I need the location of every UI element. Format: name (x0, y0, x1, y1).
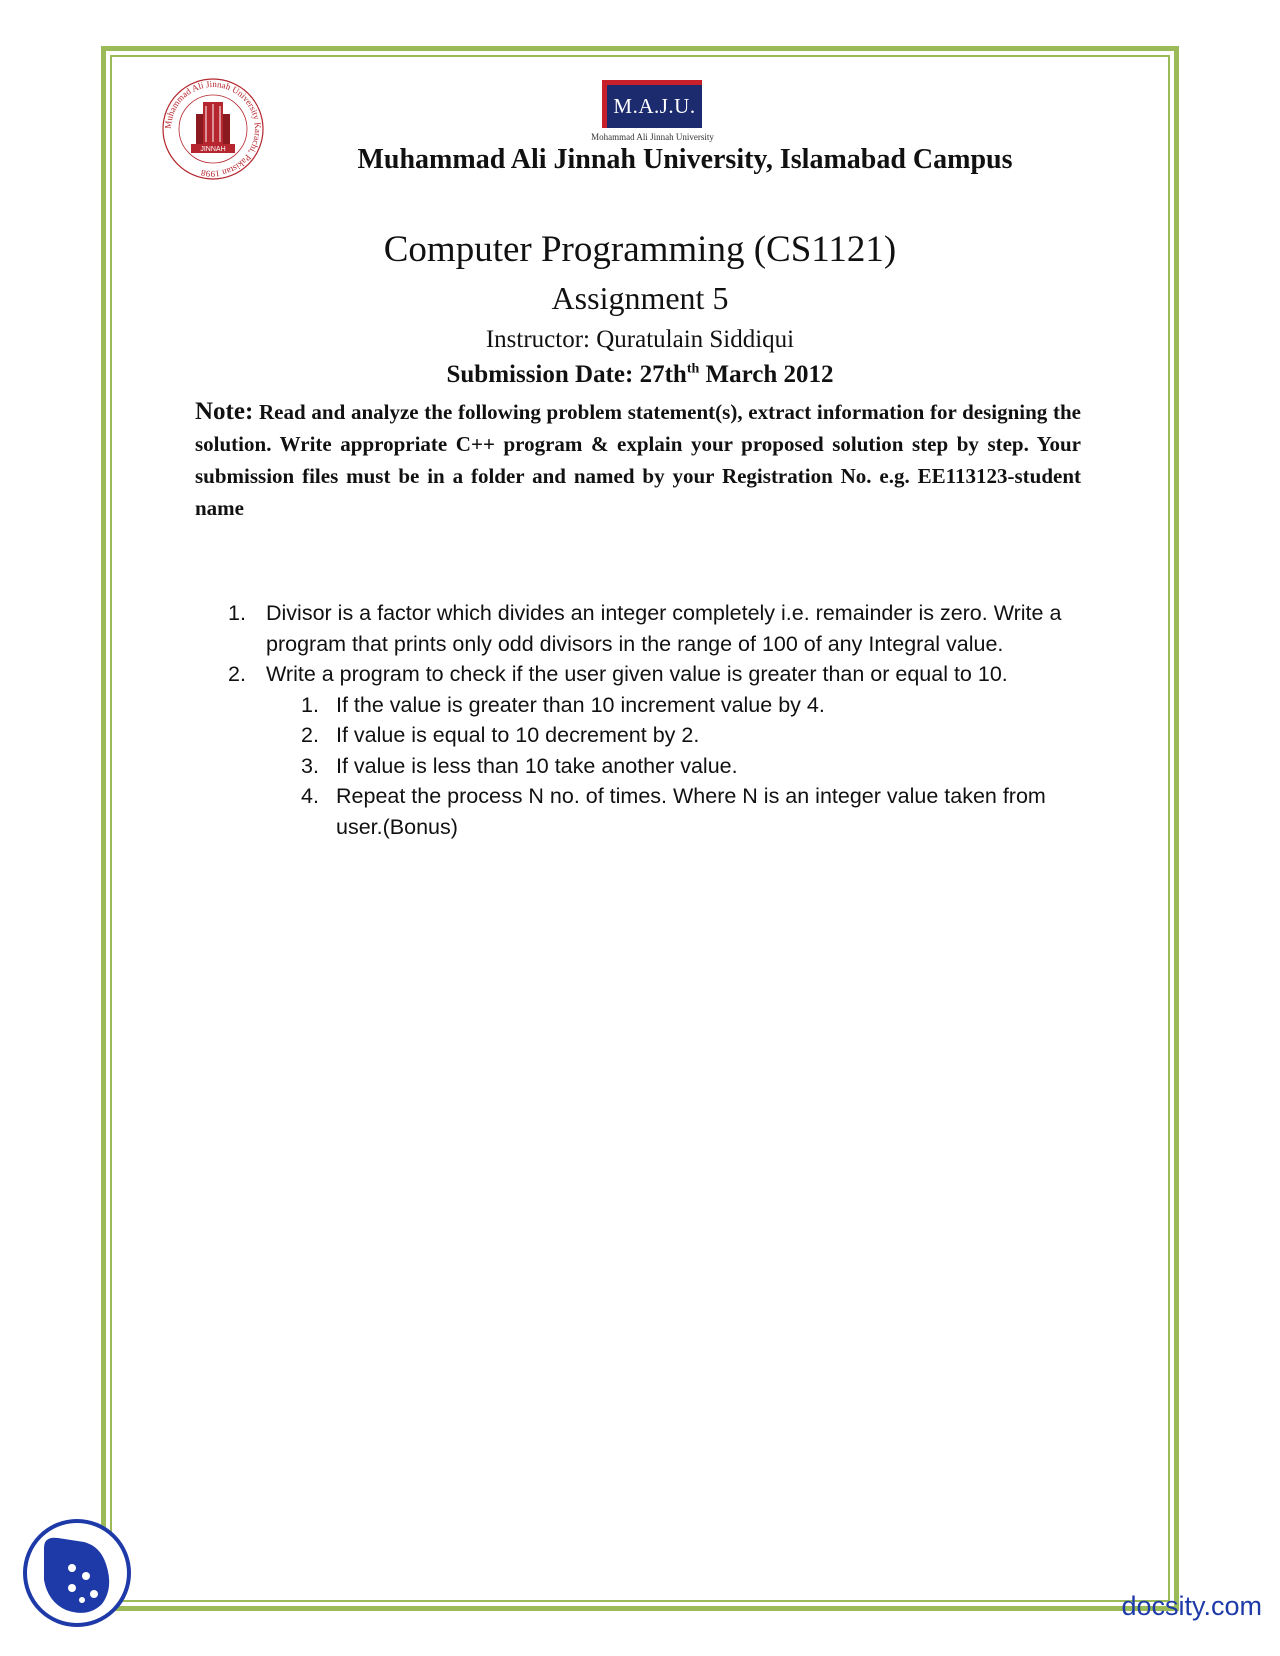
sub-question-number: 4. (301, 784, 319, 808)
maju-logo (580, 80, 725, 145)
instructor-line: Instructor: Quratulain Siddiqui (485, 326, 795, 353)
question-text: Divisor is a factor which divides an integer completely i.e. remainder is zero. Write a program that prints only odd divisors in the range of 100 of any Integral value. (266, 601, 1062, 656)
sub-question-number: 1. (301, 692, 319, 717)
sub-question-item (228, 720, 1088, 751)
note-label: Note: (195, 398, 254, 425)
submission-date-sup: th (686, 361, 700, 377)
question-number: 1. (228, 601, 246, 625)
maju-logo-mark: M.A.J.U. (602, 80, 702, 128)
question-list (228, 598, 1088, 842)
sub-question-item (228, 751, 1088, 782)
seal-ring-text: Muhammad Ali Jinnah University Karachi, Pakistan 1998 (162, 78, 264, 180)
course-title: Computer Programming (CS1121) (383, 229, 897, 270)
question-item (228, 659, 1088, 690)
sub-question-text: Repeat the process N no. of times. Where N is an integer value taken from user.(Bonus) (336, 784, 1046, 839)
sub-question-item (228, 690, 1088, 721)
submission-date-suffix: March 2012 (699, 361, 834, 388)
submission-date-prefix: Submission Date: 27th (446, 361, 687, 388)
docsity-brand-link[interactable]: docsity.com (1121, 1591, 1262, 1621)
note-paragraph (195, 396, 1081, 524)
sub-question-number: 2. (301, 723, 319, 747)
assignment-title: Assignment 5 (551, 280, 729, 316)
question-item (228, 598, 1088, 659)
submission-date (0, 361, 1280, 389)
sub-question-item (228, 781, 1088, 842)
note-text: Read and analyze the following problem statement(s), extract information for designing the solution. Write appropriate C++ program & explain your proposed solution step by step. Your submission files must be in a folder and named by your Registration No. e.g. EE113123-student name (195, 400, 1081, 520)
sub-question-number: 3. (301, 753, 319, 778)
question-text: Write a program to check if the user given value is greater than or equal to 10. (266, 662, 1008, 686)
sub-question-text: If value is equal to 10 decrement by 2. (336, 723, 700, 747)
seal-banner-text: JINNAH (200, 146, 226, 153)
docsity-logo-icon[interactable] (22, 1518, 132, 1628)
university-name: Muhammad Ali Jinnah University, Islamabad Campus (357, 144, 1013, 175)
sub-question-text: If the value is greater than 10 increment value by 4. (336, 692, 825, 717)
maju-logo-subtitle: Mohammad Ali Jinnah University (591, 132, 714, 142)
question-number: 2. (228, 662, 246, 686)
sub-question-text: If value is less than 10 take another value. (336, 753, 738, 778)
